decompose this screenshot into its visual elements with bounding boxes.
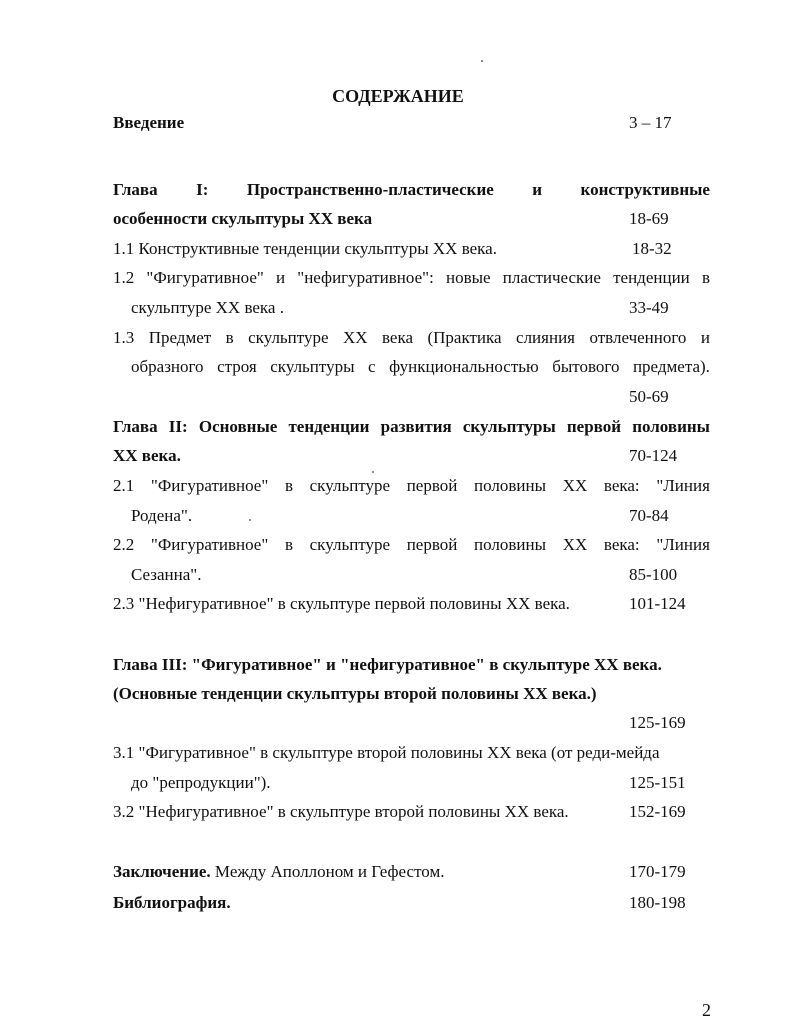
scan-speck [372, 471, 374, 473]
toc-section-1-2-pages: 33-49 [629, 298, 669, 317]
toc-section-2-3: 2.3 "Нефигуративное" в скульптуре первой половины ХХ века. [113, 594, 570, 613]
toc-section-2-2-pages: 85-100 [629, 565, 678, 584]
toc-chapter3-title: Глава III: "Фигуративное" и "нефигуративное" в скульптуре ХХ века. [113, 655, 662, 674]
toc-chapter3-title-cont: (Основные тенденции скульптуры второй половины ХХ века.) [113, 684, 597, 703]
toc-section-1-1-pages: 18-32 [632, 239, 672, 258]
toc-chapter1-title: Глава I: Пространственно-пластические и конструктивные [113, 180, 710, 199]
toc-section-2-1: 2.1 "Фигуративное" в скульптуре первой половины ХХ века: "Линия [113, 476, 710, 495]
toc-section-3-1-cont: до "репродукции"). [131, 773, 271, 792]
toc-section-2-2-cont: Сезанна". [131, 565, 202, 584]
toc-conclusion [113, 862, 444, 882]
toc-bibliography-pages: 180-198 [629, 893, 686, 912]
toc-section-2-1-pages: 70-84 [629, 506, 669, 525]
toc-section-1-1: 1.1 Конструктивные тенденции скульптуры ХХ века. [113, 239, 497, 258]
toc-section-3-1-pages: 125-151 [629, 773, 686, 792]
scan-speck [249, 519, 251, 521]
scan-speck [481, 60, 483, 62]
toc-section-1-3-pages: 50-69 [629, 387, 669, 406]
toc-section-1-3: 1.3 Предмет в скульптуре ХХ века (Практика слияния отвлеченного и [113, 328, 710, 347]
toc-chapter3-pages: 125-169 [629, 713, 686, 732]
toc-chapter1-pages: 18-69 [629, 209, 669, 228]
toc-section-1-2: 1.2 "Фигуративное" и "нефигуративное": новые пластические тенденции в [113, 268, 710, 287]
toc-chapter2-title-cont: ХХ века. [113, 446, 181, 465]
toc-section-3-2-pages: 152-169 [629, 802, 686, 821]
toc-section-1-3-cont: образного строя скульптуры с функциональностью бытового предмета). [131, 357, 710, 376]
toc-conclusion-text: Между Аполлоном и Гефестом. [210, 862, 445, 881]
toc-section-2-2: 2.2 "Фигуративное" в скульптуре первой половины ХХ века: "Линия [113, 535, 710, 554]
toc-chapter2-pages: 70-124 [629, 446, 678, 465]
toc-section-1-2-cont: скульптуре ХХ века . [131, 298, 284, 317]
toc-chapter1-title-cont: особенности скульптуры ХХ века [113, 209, 373, 228]
page-title: СОДЕРЖАНИЕ [332, 86, 464, 106]
toc-bibliography-label: Библиография. [113, 893, 231, 912]
toc-chapter2-title: Глава II: Основные тенденции развития скульптуры первой половины [113, 417, 710, 436]
page-number: 2 [702, 1000, 711, 1020]
toc-section-3-1: 3.1 "Фигуративное" в скульптуре второй половины ХХ века (от реди-мейда [113, 743, 660, 762]
toc-conclusion-label: Заключение. [113, 862, 211, 881]
toc-conclusion-pages: 170-179 [629, 862, 686, 881]
toc-intro-pages: 3 – 17 [629, 113, 672, 132]
toc-section-2-3-pages: 101-124 [629, 594, 686, 613]
toc-intro-label: Введение [113, 113, 185, 132]
toc-section-2-1-cont: Родена". [131, 506, 193, 525]
toc-section-3-2: 3.2 "Нефигуративное" в скульптуре второй половины ХХ века. [113, 802, 569, 821]
